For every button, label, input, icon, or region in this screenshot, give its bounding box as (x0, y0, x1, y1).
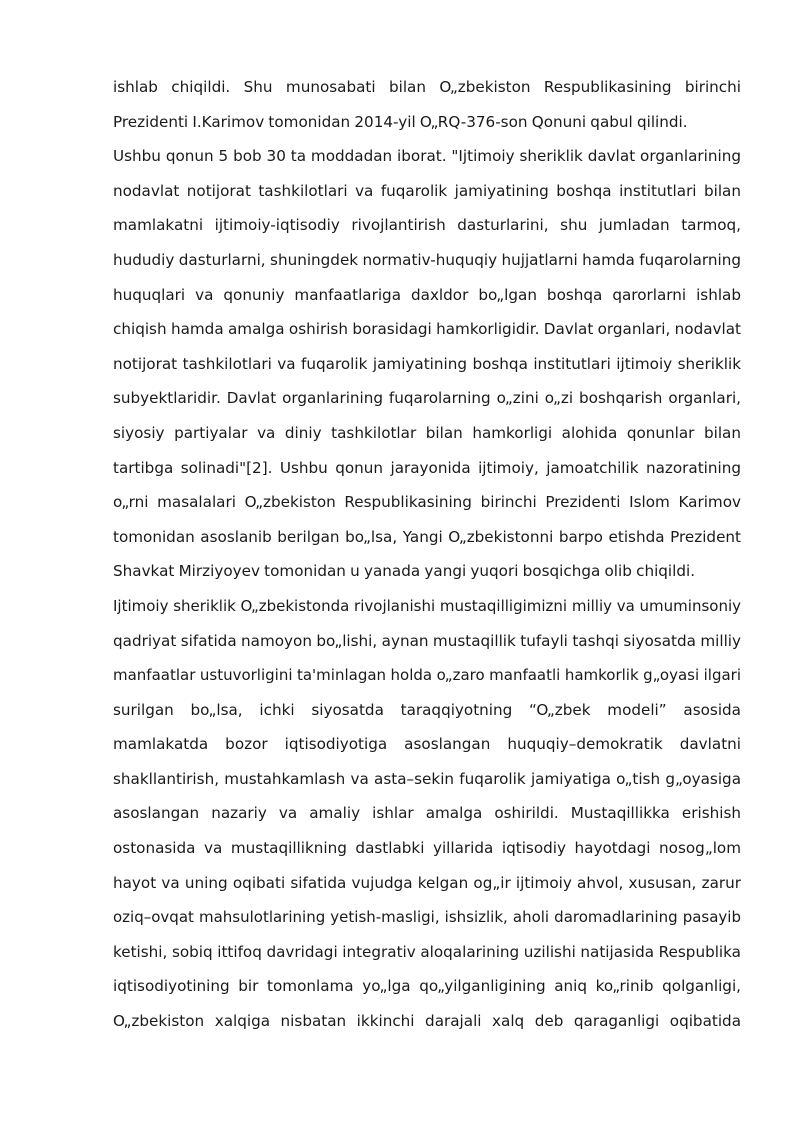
text-line: subyektlaridir. Davlat organlarining fuqarolarning o„zini o„zi boshqarish organlari, (113, 389, 741, 408)
text-line: Ijtimoiy sheriklik O„zbekistonda rivojlanishi mustaqilligimizni milliy va umuminsoniy (113, 596, 741, 615)
text-line: nodavlat notijorat tashkilotlari va fuqarolik jamiyatining boshqa institutlari bilan (113, 181, 741, 200)
text-line: asoslangan nazariy va amaliy ishlar amalga oshirildi. Mustaqillikka erishish (113, 804, 741, 823)
text-line: Shavkat Mirziyoyev tomonidan u yanada yangi yuqori bosqichga olib chiqildi. (113, 562, 696, 581)
text-line: surilgan bo„lsa, ichki siyosatda taraqqiyotning “O„zbek modeli” asosida (113, 700, 741, 719)
text-line: siyosiy partiyalar va diniy tashkilotlar bilan hamkorligi alohida qonunlar bilan (113, 423, 741, 442)
text-line: tomonidan asoslanib berilgan bo„lsa, Yangi O„zbekistonni barpo etishda Prezident (113, 527, 741, 546)
text-line: mamlakatni ijtimoiy-iqtisodiy rivojlantirish dasturlarini, shu jumladan tarmoq, (113, 216, 741, 235)
text-line: tartibga solinadi"[2]. Ushbu qonun jarayonida ijtimoiy, jamoatchilik nazoratining (113, 458, 741, 477)
text-line: huquqlari va qonuniy manfaatlariga daxldor bo„lgan boshqa qarorlarni ishlab (113, 285, 741, 304)
text-line: ishlab chiqildi. Shu munosabati bilan O„zbekiston Respublikasining birinchi (113, 78, 741, 96)
text-line: ketishi, sobiq ittifoq davridagi integrativ aloqalarining uzilishi natijasida Respublika (113, 942, 741, 961)
text-line: qadriyat sifatida namoyon bo„lishi, aynan mustaqillik tufayli tashqi siyosatda milliy (113, 631, 741, 650)
text-line: manfaatlar ustuvorligini ta'minlagan holda o„zaro manfaatli hamkorlik g„oyasi ilgari (113, 666, 741, 685)
text-line: hududiy dasturlarni, shuningdek normativ-huquqiy hujjatlarni hamda fuqarolarning (113, 250, 741, 269)
text-line: notijorat tashkilotlari va fuqarolik jamiyatining boshqa institutlari ijtimoiy sheriklik (113, 354, 741, 373)
text-line: oziq–ovqat mahsulotlarining yetish-masligi, ishsizlik, aholi daromadlarining pasayib (113, 908, 741, 927)
text-line: Prezidenti I.Karimov tomonidan 2014-yil O„RQ-376-son Qonuni qabul qilindi. (113, 112, 688, 131)
text-line: Ushbu qonun 5 bob 30 ta moddadan iborat. "Ijtimoiy sheriklik davlat organlarining (113, 147, 741, 166)
text-line: ostonasida va mustaqillikning dastlabki yillarida iqtisodiy hayotdagi nosog„lom (113, 839, 741, 858)
text-line: mamlakatda bozor iqtisodiyotiga asoslangan huquqiy–demokratik davlatni (113, 735, 741, 754)
text-line: O„zbekiston xalqiga nisbatan ikkinchi darajali xalq deb qaraganligi oqibatida (113, 1012, 741, 1031)
text-line: shakllantirish, mustahkamlash va asta–sekin fuqarolik jamiyatiga o„tish g„oyasiga (113, 769, 741, 788)
text-line: iqtisodiyotining bir tomonlama yo„lga qo„yilganligining aniq ko„rinib qolganligi, (113, 977, 741, 996)
text-line: hayot va uning oqibati sifatida vujudga kelgan og„ir ijtimoiy ahvol, xususan, zarur (113, 873, 741, 892)
text-line: chiqish hamda amalga oshirish borasidagi hamkorligidir. Davlat organlari, nodavlat (113, 320, 741, 339)
body-text (113, 70, 741, 1039)
text-line: o„rni masalalari O„zbekiston Respublikasining birinchi Prezidenti Islom Karimov (113, 493, 741, 512)
